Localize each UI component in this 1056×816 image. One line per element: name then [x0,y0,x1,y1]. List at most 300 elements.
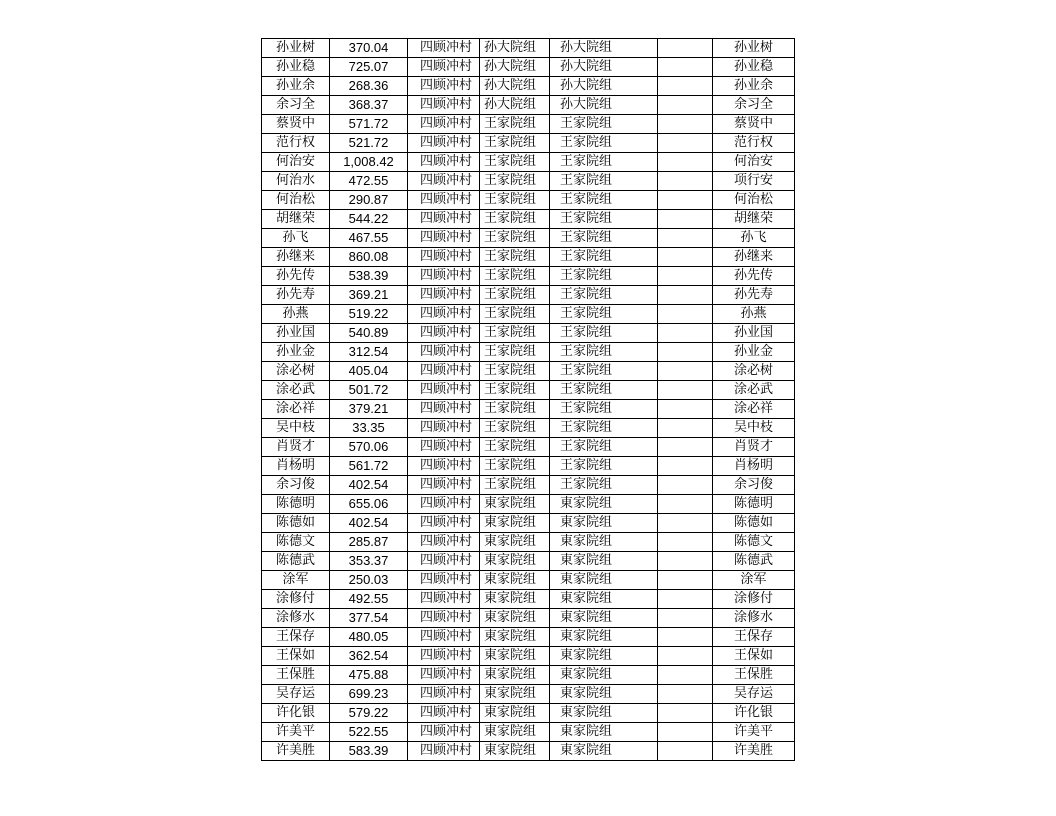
area-cell: 369.21 [330,286,408,305]
village-cell: 四顾冲村 [408,457,480,476]
group-cell: 東家院组 [480,552,550,571]
village-cell: 四顾冲村 [408,723,480,742]
blank-cell [658,267,713,286]
owner-cell: 涂军 [713,571,795,590]
name-cell: 王保胜 [262,666,330,685]
group-cell-2: 王家院组 [550,267,658,286]
name-cell: 余习全 [262,96,330,115]
owner-cell: 孙先传 [713,267,795,286]
blank-cell [658,115,713,134]
area-cell: 379.21 [330,400,408,419]
blank-cell [658,153,713,172]
name-cell: 孙飞 [262,229,330,248]
blank-cell [658,191,713,210]
table-row [262,571,795,590]
owner-cell: 孙继来 [713,248,795,267]
area-cell: 285.87 [330,533,408,552]
area-cell: 544.22 [330,210,408,229]
owner-cell: 陈德文 [713,533,795,552]
blank-cell [658,343,713,362]
area-cell: 362.54 [330,647,408,666]
group-cell-2: 東家院组 [550,628,658,647]
area-cell: 472.55 [330,172,408,191]
village-cell: 四顾冲村 [408,248,480,267]
group-cell-2: 王家院组 [550,286,658,305]
area-cell: 402.54 [330,514,408,533]
table-row [262,248,795,267]
owner-cell: 胡继荣 [713,210,795,229]
group-cell: 東家院组 [480,571,550,590]
group-cell-2: 王家院组 [550,115,658,134]
table-row [262,476,795,495]
table-body [262,39,795,761]
village-cell: 四顾冲村 [408,590,480,609]
data-table [261,38,795,761]
owner-cell: 许化银 [713,704,795,723]
group-cell-2: 王家院组 [550,248,658,267]
blank-cell [658,39,713,58]
table-row [262,514,795,533]
blank-cell [658,628,713,647]
area-cell: 405.04 [330,362,408,381]
owner-cell: 涂修付 [713,590,795,609]
table-row [262,438,795,457]
owner-cell: 王保存 [713,628,795,647]
owner-cell: 何治安 [713,153,795,172]
owner-cell: 陈德如 [713,514,795,533]
group-cell: 王家院组 [480,267,550,286]
owner-cell: 孙业余 [713,77,795,96]
group-cell-2: 孙大院组 [550,58,658,77]
name-cell: 涂必祥 [262,400,330,419]
group-cell-2: 王家院组 [550,134,658,153]
area-cell: 583.39 [330,742,408,761]
owner-cell: 涂修水 [713,609,795,628]
area-cell: 370.04 [330,39,408,58]
name-cell: 许美平 [262,723,330,742]
group-cell-2: 東家院组 [550,666,658,685]
area-cell: 402.54 [330,476,408,495]
group-cell-2: 王家院组 [550,343,658,362]
blank-cell [658,400,713,419]
area-cell: 519.22 [330,305,408,324]
village-cell: 四顾冲村 [408,362,480,381]
village-cell: 四顾冲村 [408,153,480,172]
blank-cell [658,362,713,381]
village-cell: 四顾冲村 [408,647,480,666]
group-cell: 孙大院组 [480,39,550,58]
group-cell-2: 王家院组 [550,172,658,191]
area-cell: 522.55 [330,723,408,742]
table-row [262,286,795,305]
blank-cell [658,571,713,590]
group-cell: 東家院组 [480,742,550,761]
group-cell: 王家院组 [480,286,550,305]
group-cell-2: 王家院组 [550,324,658,343]
group-cell: 東家院组 [480,533,550,552]
blank-cell [658,286,713,305]
table-row [262,343,795,362]
owner-cell: 吴存运 [713,685,795,704]
table-row [262,229,795,248]
table-row [262,666,795,685]
group-cell: 東家院组 [480,723,550,742]
area-cell: 467.55 [330,229,408,248]
village-cell: 四顾冲村 [408,115,480,134]
village-cell: 四顾冲村 [408,77,480,96]
group-cell: 王家院组 [480,476,550,495]
area-cell: 268.36 [330,77,408,96]
group-cell: 東家院组 [480,609,550,628]
area-cell: 475.88 [330,666,408,685]
owner-cell: 肖杨明 [713,457,795,476]
village-cell: 四顾冲村 [408,96,480,115]
group-cell: 孙大院组 [480,58,550,77]
blank-cell [658,172,713,191]
name-cell: 王保存 [262,628,330,647]
village-cell: 四顾冲村 [408,533,480,552]
owner-cell: 范行权 [713,134,795,153]
table-row [262,134,795,153]
village-cell: 四顾冲村 [408,704,480,723]
table-row [262,495,795,514]
group-cell: 王家院组 [480,191,550,210]
area-cell: 570.06 [330,438,408,457]
group-cell: 王家院组 [480,305,550,324]
village-cell: 四顾冲村 [408,343,480,362]
group-cell: 東家院组 [480,647,550,666]
table-row [262,58,795,77]
name-cell: 王保如 [262,647,330,666]
table-row [262,552,795,571]
group-cell-2: 王家院组 [550,419,658,438]
group-cell-2: 王家院组 [550,381,658,400]
area-cell: 290.87 [330,191,408,210]
group-cell-2: 王家院组 [550,457,658,476]
name-cell: 许美胜 [262,742,330,761]
table-row [262,77,795,96]
blank-cell [658,457,713,476]
name-cell: 肖贤才 [262,438,330,457]
village-cell: 四顾冲村 [408,229,480,248]
table-row [262,400,795,419]
group-cell-2: 孙大院组 [550,96,658,115]
group-cell: 東家院组 [480,666,550,685]
blank-cell [658,590,713,609]
group-cell-2: 王家院组 [550,476,658,495]
group-cell: 東家院组 [480,514,550,533]
village-cell: 四顾冲村 [408,742,480,761]
village-cell: 四顾冲村 [408,514,480,533]
group-cell: 王家院组 [480,153,550,172]
table-row [262,172,795,191]
group-cell: 王家院组 [480,248,550,267]
group-cell-2: 東家院组 [550,704,658,723]
table-row [262,96,795,115]
name-cell: 孙业树 [262,39,330,58]
group-cell: 東家院组 [480,590,550,609]
blank-cell [658,210,713,229]
name-cell: 陈德文 [262,533,330,552]
group-cell-2: 王家院组 [550,153,658,172]
table-row [262,305,795,324]
name-cell: 涂修付 [262,590,330,609]
group-cell: 王家院组 [480,134,550,153]
group-cell: 孙大院组 [480,77,550,96]
blank-cell [658,723,713,742]
village-cell: 四顾冲村 [408,628,480,647]
blank-cell [658,495,713,514]
village-cell: 四顾冲村 [408,286,480,305]
name-cell: 陈德明 [262,495,330,514]
owner-cell: 涂必祥 [713,400,795,419]
group-cell-2: 東家院组 [550,742,658,761]
area-cell: 480.05 [330,628,408,647]
group-cell-2: 東家院组 [550,552,658,571]
group-cell-2: 王家院组 [550,438,658,457]
area-cell: 377.54 [330,609,408,628]
blank-cell [658,476,713,495]
group-cell: 東家院组 [480,685,550,704]
blank-cell [658,438,713,457]
area-cell: 579.22 [330,704,408,723]
owner-cell: 孙先寿 [713,286,795,305]
table-row [262,533,795,552]
group-cell: 王家院组 [480,362,550,381]
group-cell-2: 東家院组 [550,571,658,590]
group-cell-2: 王家院组 [550,210,658,229]
group-cell: 王家院组 [480,381,550,400]
area-cell: 492.55 [330,590,408,609]
group-cell-2: 王家院组 [550,400,658,419]
owner-cell: 王保胜 [713,666,795,685]
village-cell: 四顾冲村 [408,571,480,590]
blank-cell [658,229,713,248]
group-cell-2: 孙大院组 [550,77,658,96]
table-row [262,324,795,343]
area-cell: 312.54 [330,343,408,362]
group-cell-2: 東家院组 [550,647,658,666]
village-cell: 四顾冲村 [408,476,480,495]
group-cell-2: 東家院组 [550,514,658,533]
table-row [262,210,795,229]
owner-cell: 吴中枝 [713,419,795,438]
owner-cell: 涂必树 [713,362,795,381]
blank-cell [658,666,713,685]
group-cell-2: 東家院组 [550,685,658,704]
name-cell: 孙燕 [262,305,330,324]
name-cell: 孙先寿 [262,286,330,305]
village-cell: 四顾冲村 [408,400,480,419]
village-cell: 四顾冲村 [408,381,480,400]
group-cell: 王家院组 [480,438,550,457]
name-cell: 陈德武 [262,552,330,571]
blank-cell [658,381,713,400]
area-cell: 501.72 [330,381,408,400]
name-cell: 吴中枝 [262,419,330,438]
blank-cell [658,305,713,324]
group-cell-2: 東家院组 [550,723,658,742]
table-row [262,362,795,381]
table-row [262,39,795,58]
group-cell-2: 東家院组 [550,609,658,628]
village-cell: 四顾冲村 [408,324,480,343]
table-row [262,419,795,438]
name-cell: 涂修水 [262,609,330,628]
owner-cell: 孙业国 [713,324,795,343]
blank-cell [658,685,713,704]
group-cell: 東家院组 [480,495,550,514]
name-cell: 何治松 [262,191,330,210]
owner-cell: 余习全 [713,96,795,115]
table-row [262,115,795,134]
group-cell: 王家院组 [480,400,550,419]
name-cell: 许化银 [262,704,330,723]
village-cell: 四顾冲村 [408,609,480,628]
area-cell: 540.89 [330,324,408,343]
group-cell-2: 王家院组 [550,229,658,248]
owner-cell: 王保如 [713,647,795,666]
group-cell-2: 東家院组 [550,590,658,609]
village-cell: 四顾冲村 [408,552,480,571]
owner-cell: 孙业树 [713,39,795,58]
area-cell: 353.37 [330,552,408,571]
name-cell: 孙业金 [262,343,330,362]
village-cell: 四顾冲村 [408,495,480,514]
blank-cell [658,248,713,267]
group-cell-2: 王家院组 [550,305,658,324]
group-cell: 孙大院组 [480,96,550,115]
name-cell: 涂必武 [262,381,330,400]
blank-cell [658,514,713,533]
group-cell: 東家院组 [480,628,550,647]
village-cell: 四顾冲村 [408,134,480,153]
area-cell: 33.35 [330,419,408,438]
group-cell-2: 孙大院组 [550,39,658,58]
table-row [262,742,795,761]
table-row [262,704,795,723]
group-cell: 王家院组 [480,210,550,229]
owner-cell: 孙燕 [713,305,795,324]
village-cell: 四顾冲村 [408,191,480,210]
owner-cell: 陈德明 [713,495,795,514]
blank-cell [658,324,713,343]
group-cell-2: 東家院组 [550,533,658,552]
table-row [262,381,795,400]
owner-cell: 孙业稳 [713,58,795,77]
name-cell: 孙业国 [262,324,330,343]
owner-cell: 蔡贤中 [713,115,795,134]
village-cell: 四顾冲村 [408,419,480,438]
name-cell: 孙业余 [262,77,330,96]
name-cell: 蔡贤中 [262,115,330,134]
blank-cell [658,96,713,115]
owner-cell: 许美平 [713,723,795,742]
village-cell: 四顾冲村 [408,267,480,286]
area-cell: 725.07 [330,58,408,77]
owner-cell: 肖贤才 [713,438,795,457]
name-cell: 范行权 [262,134,330,153]
name-cell: 孙继来 [262,248,330,267]
group-cell: 王家院组 [480,419,550,438]
village-cell: 四顾冲村 [408,438,480,457]
area-cell: 521.72 [330,134,408,153]
blank-cell [658,58,713,77]
village-cell: 四顾冲村 [408,685,480,704]
village-cell: 四顾冲村 [408,58,480,77]
area-cell: 538.39 [330,267,408,286]
name-cell: 涂必树 [262,362,330,381]
blank-cell [658,77,713,96]
name-cell: 涂军 [262,571,330,590]
table-row [262,191,795,210]
group-cell-2: 東家院组 [550,495,658,514]
name-cell: 何治水 [262,172,330,191]
area-cell: 250.03 [330,571,408,590]
group-cell: 王家院组 [480,343,550,362]
table-row [262,723,795,742]
table-row [262,267,795,286]
group-cell: 王家院组 [480,115,550,134]
blank-cell [658,647,713,666]
owner-cell: 许美胜 [713,742,795,761]
table-row [262,457,795,476]
table-row [262,609,795,628]
owner-cell: 孙业金 [713,343,795,362]
owner-cell: 陈德武 [713,552,795,571]
group-cell: 王家院组 [480,172,550,191]
blank-cell [658,742,713,761]
table-row [262,153,795,172]
area-cell: 655.06 [330,495,408,514]
blank-cell [658,704,713,723]
area-cell: 1,008.42 [330,153,408,172]
owner-cell: 涂必武 [713,381,795,400]
table-row [262,685,795,704]
group-cell: 王家院组 [480,324,550,343]
owner-cell: 孙飞 [713,229,795,248]
table-row [262,590,795,609]
owner-cell: 何治松 [713,191,795,210]
name-cell: 何治安 [262,153,330,172]
village-cell: 四顾冲村 [408,305,480,324]
village-cell: 四顾冲村 [408,39,480,58]
blank-cell [658,419,713,438]
village-cell: 四顾冲村 [408,172,480,191]
table-row [262,628,795,647]
name-cell: 余习俊 [262,476,330,495]
name-cell: 孙先传 [262,267,330,286]
area-cell: 561.72 [330,457,408,476]
group-cell: 王家院组 [480,457,550,476]
area-cell: 699.23 [330,685,408,704]
blank-cell [658,609,713,628]
village-cell: 四顾冲村 [408,666,480,685]
blank-cell [658,533,713,552]
area-cell: 860.08 [330,248,408,267]
name-cell: 孙业稳 [262,58,330,77]
area-cell: 368.37 [330,96,408,115]
owner-cell: 项行安 [713,172,795,191]
group-cell: 王家院组 [480,229,550,248]
area-cell: 571.72 [330,115,408,134]
name-cell: 陈德如 [262,514,330,533]
village-cell: 四顾冲村 [408,210,480,229]
group-cell: 東家院组 [480,704,550,723]
group-cell-2: 王家院组 [550,191,658,210]
blank-cell [658,552,713,571]
table-row [262,647,795,666]
